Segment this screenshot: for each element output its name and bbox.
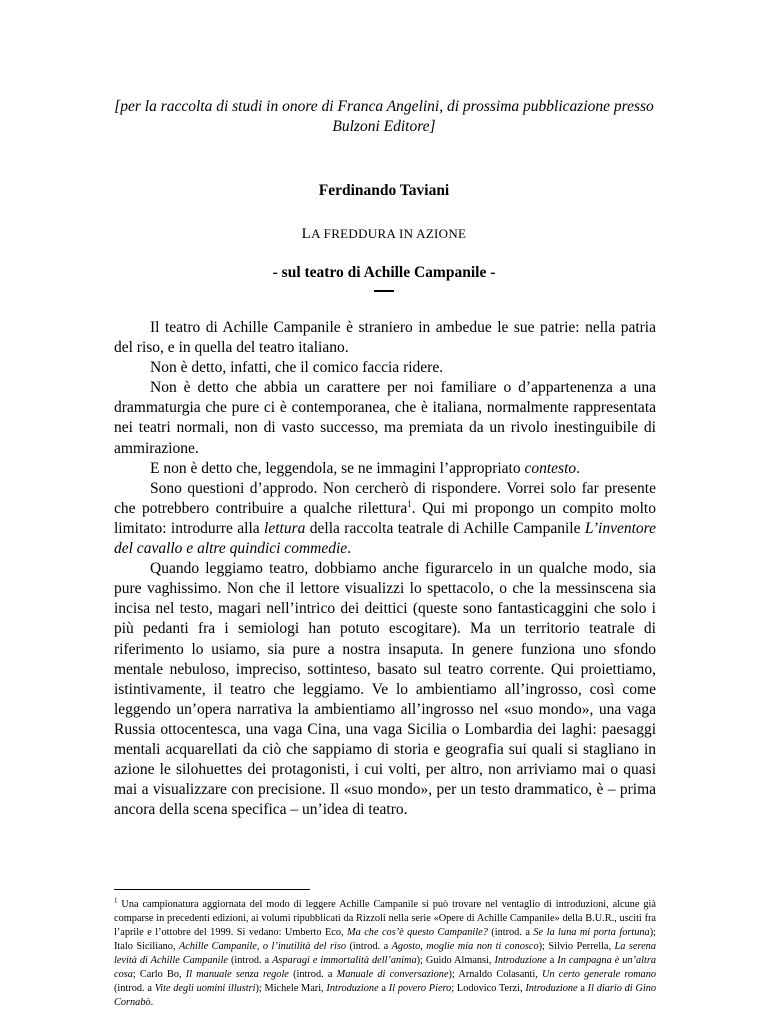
footnote-rule [114, 889, 310, 890]
paragraph-5-text-b: . Qui mi propongo un compito molto limitato: introdurre alla [114, 499, 656, 537]
paragraph-4 [114, 459, 656, 479]
fn-text: ; Lodovico Terzi, [451, 983, 526, 994]
paragraph-5 [114, 479, 656, 559]
paragraph-4-italic: contesto [524, 459, 577, 477]
paragraph-5-text-a: Sono questioni d’approdo. Non cercherò di rispondere. Vorrei solo far presente che potrebbero contribuire a qualche rilettura [114, 479, 656, 517]
fn-text: Una campionatura aggiornata del modo di leggere Achille Campanile si può trovare nel ventaglio di introduzioni, alcune già comparse in precedenti edizioni, ai volumi ripubblicati da Rizzoli nella serie «Opere di Achille Campanile» della B.U.R., usciti fra l’aprile e l’ottobre del 1999. Si vedano: Umberto Eco, [114, 899, 656, 938]
fn-italic: Vite degli uomini illustri [154, 983, 256, 994]
fn-italic: La serena levità di Achille Campanile [114, 941, 656, 966]
footnote-1 [114, 898, 656, 1010]
fn-italic: Il povero Piero [388, 983, 452, 994]
paragraph-2: Non è detto, infatti, che il comico faccia ridere. [150, 359, 444, 377]
paragraph-4-text: E non è detto che, leggendola, se ne immagini l’appropriato [150, 459, 525, 477]
title-part-1: A FREDDURA IN [311, 226, 417, 241]
title-part-2: AZIONE [416, 226, 467, 241]
fn-italic: Ma che cos’è questo Campanile? [347, 927, 488, 938]
fn-text: ); Arnaldo Colasanti, [448, 969, 543, 980]
paragraph-5-book-title: L’inventore del cavallo e altre quindici commedie [114, 519, 657, 558]
fn-text: . [150, 997, 154, 1008]
fn-text: ); Silvio Perrella, [538, 941, 615, 952]
footnote-ref-1[interactable]: 1 [407, 498, 412, 509]
title-initial: L [301, 226, 312, 242]
title-separator [374, 290, 394, 292]
fn-italic: Il manuale senza regole [185, 969, 289, 980]
essay-title [0, 226, 768, 243]
fn-italic: Achille Campanile, o l’inutilità del riso [179, 941, 347, 952]
fn-italic: Agosto, moglie mia non ti conosco [391, 941, 539, 952]
fn-text: a [577, 983, 588, 994]
fn-text: (introd. a [227, 955, 273, 966]
fn-italic: Introduzione [326, 983, 379, 994]
fn-text: ); Italo Siciliano, [114, 927, 656, 952]
fn-italic: Introduzione [525, 983, 578, 994]
fn-text: a [546, 955, 558, 966]
fn-text: (introd. a [288, 969, 337, 980]
fn-text: (introd. a [114, 983, 155, 994]
fn-text: ); Guido Almansi, [416, 955, 495, 966]
paragraph-5-italic-lettura: lettura [264, 519, 306, 537]
fn-italic: Asparagi e immortalità dell’anima [272, 955, 417, 966]
fn-italic: Se la luna mi porta fortuna [533, 927, 650, 938]
paragraph-1: Il teatro di Achille Campanile è straniero in ambedue le sue patrie: nella patria del riso, e in quella del teatro italiano. [114, 319, 656, 357]
paragraph-4-end: . [576, 459, 580, 477]
paragraph-5-end: . [347, 540, 352, 558]
essay-subtitle: - sul teatro di Achille Campanile - [272, 264, 496, 281]
fn-italic: In campagna è un’altra cosa [114, 955, 656, 980]
fn-italic: Introduzione [494, 955, 547, 966]
fn-text: (introd. a [487, 927, 534, 938]
paragraph-6: Quando leggiamo teatro, dobbiamo anche figurarcelo in un qualche modo, sia pure vaghissimo. Non che il lettore visualizzi lo spettacolo, o che la messinscena sia incisa nel testo, magari nell’intrico dei deittici (queste sono fantasticaggini che solo i più pedanti fra i semiologi han potuto escogitare). Ma un territorio teatrale di riferimento lo usiamo, sia pure a nostra insaputa. In genere funziona uno sfondo mentale nebuloso, impreciso, sottinteso, basato sul teatro corrente. Qui proiettiamo, istintivamente, il teatro che leggiamo. Ve lo ambientiamo all’ingrosso, così come leggendo un’opera narrativa la ambientiamo all’ingrosso nel «suo mondo», una vaga Russia ottocentesca, una vaga Cina, una vaga Sicilia o Lombardia dei laghi: paesaggi mentali acquarellati da ciò che sappiamo di storia e geografia sui quali si stagliano in azione le silohuettes dei protagonisti, i cui volti, per altro, non arriviamo mai o quasi mai a visualizzare con precisione. Il «suo mondo», per un testo drammatico, è – prima ancora della scena specifica – un’idea di teatro. [114, 560, 656, 819]
footnote-number: 1 [114, 896, 118, 905]
paragraph-3: Non è detto che abbia un carattere per noi familiare o d’appartenenza a una drammaturgia che pure ci è contemporanea, che è italiana, normalmente rappresentata nei teatri normali, non di vasto successo, ma premiata da un rivolo inestinguibile di ammirazione. [114, 379, 656, 457]
fn-text: a [378, 983, 389, 994]
fn-text: ; Carlo Bo, [132, 969, 186, 980]
fn-text: (introd. a [346, 941, 392, 952]
author-name: Ferdinando Taviani [318, 182, 450, 199]
fn-text: ); Michele Mari, [255, 983, 327, 994]
fn-italic: Un certo generale romano [542, 969, 656, 980]
publication-note: [per la raccolta di studi in onore di Franca Angelini, di prossima pubblicazione presso Bulzoni Editore] [114, 98, 654, 135]
fn-italic: Manuale di conversazione [336, 969, 449, 980]
paragraph-5-text-d: della raccolta teatrale di Achille Campanile [305, 519, 585, 537]
body-text [114, 318, 656, 820]
fn-italic: Il diario di Gino Cornabò [114, 983, 657, 1008]
